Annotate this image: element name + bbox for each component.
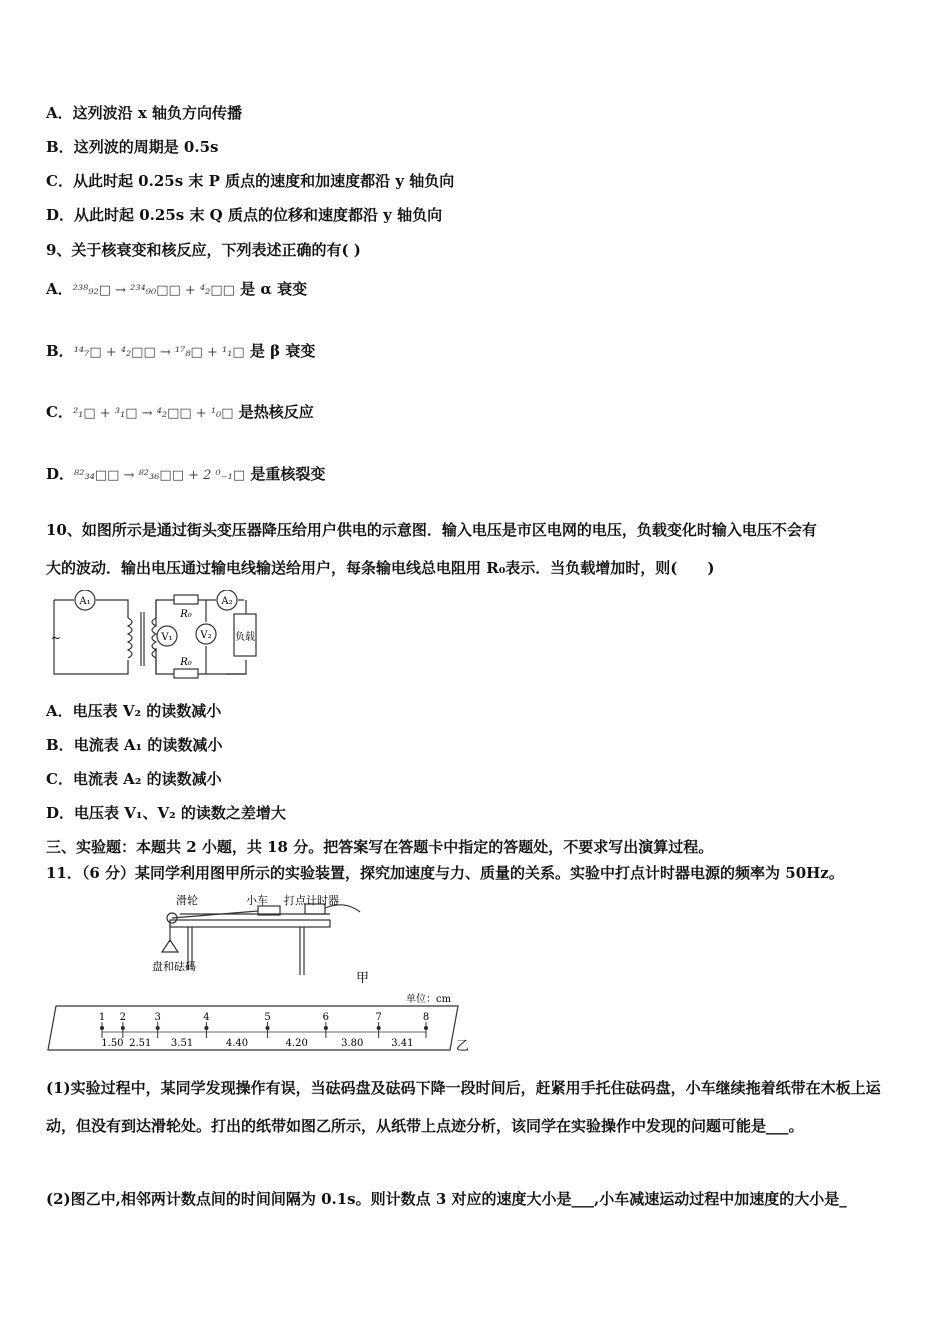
tape-point-label: 3	[154, 1012, 161, 1023]
tape-gap-label: 3.51	[170, 1038, 194, 1049]
caption-jia: 甲	[356, 971, 370, 986]
tape-point-label: 7	[375, 1012, 382, 1023]
q11-part1: (1)实验过程中，某同学发现操作有误，当砝码盘及砝码下降一段时间后，赶紧用手托住砝码盘，小车继续拖着纸带在木板上运动，但没有到达滑轮处。打出的纸带如图乙所示，从纸带上点迹分析，该同学在实验操作中发现的问题可能是___。	[46, 1079, 881, 1135]
q8-option-b: B．这列波的周期是 0.5s	[46, 138, 219, 156]
q10-option-b: B．电流表 A₁ 的读数减小	[46, 736, 223, 754]
q9-option-b: B．¹⁴₇□ + ⁴₂□□ → ¹⁷₈□ + ¹₁□ 是 β 衰变	[46, 342, 316, 360]
q10-stem-line1: 10、如图所示是通过街头变压器降压给用户供电的示意图．输入电压是市区电网的电压，负载变化时输入电压不会有	[46, 521, 817, 539]
q8-option-a: A．这列波沿 x 轴负方向传播	[46, 104, 243, 122]
label-v2: V₂	[200, 630, 212, 641]
q10-option-c: C．电流表 A₂ 的读数减小	[46, 770, 222, 788]
tape-gap-label: 4.20	[285, 1038, 308, 1049]
tape-gap-label: 4.40	[225, 1038, 249, 1049]
q8-option-d: D．从此时起 0.25s 末 Q 质点的位移和速度都沿 y 轴负向	[46, 206, 443, 224]
label-pulley: 滑轮	[176, 894, 198, 907]
q9-formula-b: ¹⁴₇□ + ⁴₂□□ → ¹⁷₈□ + ¹₁□	[73, 344, 245, 360]
q9-option-d: D．⁸²₃₄□□ → ⁸²₃₆□□ + 2 ⁰₋₁□ 是重核裂变	[46, 465, 326, 483]
q11-part2: (2)图乙中,相邻两计数点间的时间间隔为 0.1s。则计数点 3 对应的速度大小是___,小车减速运动过程中加速度的大小是_	[46, 1190, 847, 1208]
label-a2: A₂	[221, 596, 233, 607]
q9-stem: 9、关于核衰变和核反应，下列表述正确的有( )	[46, 241, 361, 259]
tape-gap-label: 3.80	[341, 1038, 364, 1049]
q10-circuit-diagram	[46, 590, 266, 682]
label-r0-top: R₀	[180, 609, 192, 620]
tape-point-label: 4	[203, 1012, 210, 1023]
q8-option-c: C．从此时起 0.25s 末 P 质点的速度和加速度都沿 y 轴负向	[46, 172, 455, 190]
q9-option-c: C．²₁□ + ³₁□ → ⁴₂□□ + ¹₀□ 是热核反应	[46, 403, 314, 421]
caption-yi: 乙	[456, 1039, 470, 1054]
label-timer: 打点计时器	[284, 894, 339, 907]
tape-point-label: 6	[322, 1012, 330, 1023]
label-cart: 小车	[246, 894, 268, 907]
tape-gap-label: 1.50	[101, 1038, 124, 1049]
tape-gap-label: 3.41	[391, 1038, 414, 1049]
q9-formula-c: ²₁□ + ³₁□ → ⁴₂□□ + ¹₀□	[72, 405, 234, 421]
q11-figure-jia	[140, 890, 380, 990]
q11-stem: 11．（6 分）某同学利用图甲所示的实验装置，探究加速度与力、质量的关系。实验中打点计时器电源的频率为 50Hz。	[46, 864, 844, 882]
q9-option-a: A．²³⁸₉₂□ → ²³⁴₉₀□□ + ⁴₂□□ 是 α 衰变	[46, 280, 308, 298]
tape-point-label: 5	[264, 1012, 271, 1023]
label-weights: 盘和砝码	[152, 960, 196, 973]
label-r0-bottom: R₀	[180, 657, 192, 668]
ac-source-icon: ~	[51, 631, 62, 645]
tape-gap-label: 2.51	[129, 1038, 152, 1049]
q10-option-a: A．电压表 V₂ 的读数减小	[46, 702, 222, 720]
section-3-heading: 三、实验题：本题共 2 小题，共 18 分。把答案写在答题卡中指定的答题处，不要求写出演算过程。	[46, 838, 714, 856]
q9-formula-a: ²³⁸₉₂□ → ²³⁴₉₀□□ + ⁴₂□□	[72, 282, 235, 298]
label-load: 负载	[235, 632, 255, 643]
q10-option-d: D．电压表 V₁、V₂ 的读数之差增大	[46, 804, 286, 822]
tape-point-label: 8	[422, 1012, 430, 1023]
tape-point-label: 2	[119, 1012, 127, 1023]
label-v1: V₁	[161, 632, 173, 643]
label-a1: A₁	[79, 596, 91, 607]
q9-formula-d: ⁸²₃₄□□ → ⁸²₃₆□□ + 2 ⁰₋₁□	[74, 467, 246, 483]
label-unit: 单位：cm	[406, 994, 452, 1005]
q11-figure-yi	[46, 990, 486, 1056]
tape-point-label: 1	[98, 1012, 106, 1023]
q10-stem-line2: 大的波动．输出电压通过输电线输送给用户，每条输电线总电阻用 R₀表示．当负载增加时，则( )	[46, 559, 715, 577]
